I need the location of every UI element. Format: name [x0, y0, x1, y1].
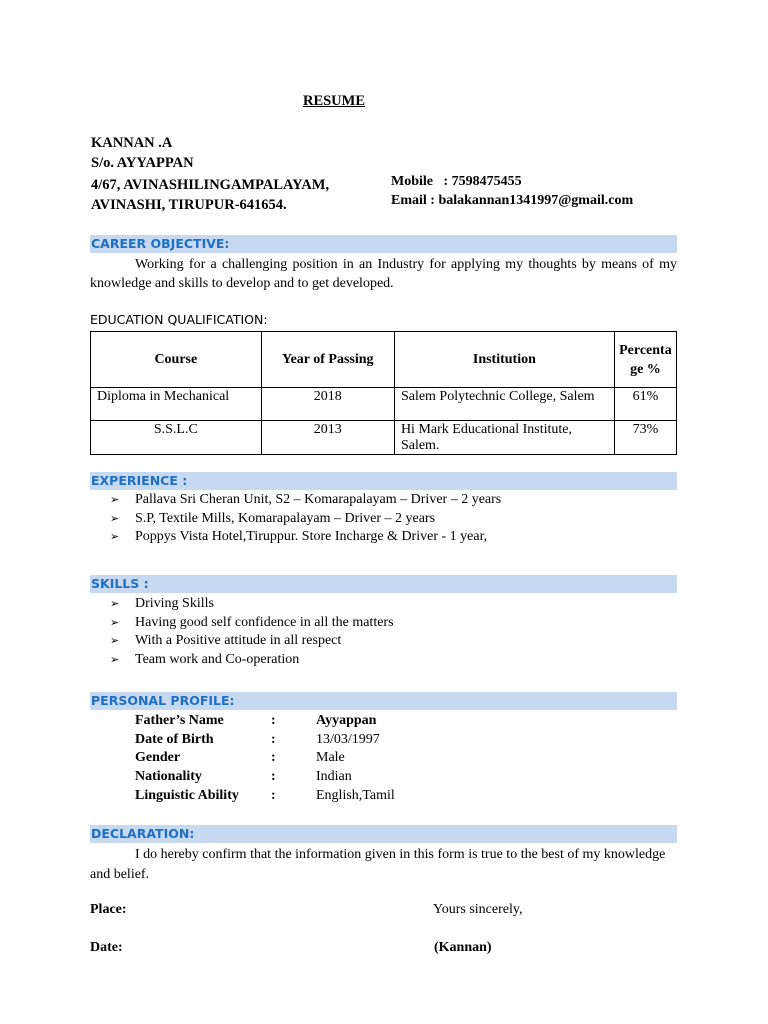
declaration-band [90, 825, 677, 843]
list-item [110, 510, 501, 529]
profile-value: 13/03/1997 [316, 732, 380, 747]
skills-heading: SKILLS : [91, 576, 149, 591]
list-item [110, 632, 394, 651]
skill-item-text: With a Positive attitude in all respect [135, 633, 342, 648]
closing-text: Yours sincerely, [433, 902, 523, 917]
career-objective-heading: CAREER OBJECTIVE: [91, 236, 230, 251]
personal-profile-band [90, 692, 677, 710]
skills-list [110, 595, 394, 669]
education-table [90, 331, 677, 455]
table-header-row [91, 332, 677, 388]
declaration-text [90, 845, 677, 884]
arrow-bullet-icon: ➢ [110, 511, 120, 525]
col-percentage: Percentage % [614, 332, 676, 388]
profile-colon: : [271, 788, 276, 803]
profile-label: Gender [135, 750, 181, 765]
list-item [110, 614, 394, 633]
profile-value: Ayyappan [316, 713, 377, 728]
career-objective-body: Working for a challenging position in an Industry for applying my thoughts by means of my knowledge and skills to develop and to get developed. [90, 257, 677, 291]
experience-heading: EXPERIENCE : [91, 473, 188, 488]
declaration-heading: DECLARATION: [91, 826, 195, 841]
cell-year: 2018 [261, 388, 394, 421]
signature-name: (Kannan) [434, 940, 492, 955]
profile-colon: : [271, 713, 276, 728]
father-line: S/o. AYYAPPAN [91, 155, 194, 171]
arrow-bullet-icon: ➢ [110, 597, 120, 610]
table-row [91, 421, 677, 455]
arrow-bullet-icon: ➢ [110, 530, 120, 543]
table-row [91, 388, 677, 421]
email-address: Email : balakannan1341997@gmail.com [391, 193, 634, 208]
cell-course: Diploma in Mechanical [91, 388, 262, 421]
arrow-bullet-icon: ➢ [110, 652, 120, 666]
resume-title: RESUME [302, 93, 366, 109]
list-item [110, 528, 501, 547]
profile-value: Indian [316, 769, 352, 784]
col-year: Year of Passing [261, 332, 394, 388]
cell-percentage: 73% [614, 421, 676, 455]
address-line-1: 4/67, AVINASHILINGAMPALAYAM, [91, 177, 330, 193]
experience-band [90, 472, 677, 490]
mobile-number: Mobile : 7598475455 [391, 174, 522, 189]
cell-course: S.S.L.C [91, 421, 262, 455]
profile-label: Linguistic Ability [135, 788, 239, 803]
experience-list [110, 491, 501, 547]
list-item [110, 651, 394, 670]
cell-institution: Salem Polytechnic College, Salem [394, 388, 614, 421]
cell-institution: Hi Mark Educational Institute, Salem. [394, 421, 614, 455]
profile-colon: : [271, 750, 276, 765]
arrow-bullet-icon: ➢ [110, 493, 120, 506]
list-item [110, 491, 501, 510]
personal-profile-heading: PERSONAL PROFILE: [91, 693, 235, 708]
col-institution: Institution [394, 332, 614, 388]
date-label: Date: [90, 940, 123, 955]
profile-label: Nationality [135, 769, 202, 784]
profile-value: English,Tamil [316, 788, 395, 803]
skills-band [90, 575, 677, 593]
candidate-name: KANNAN .A [91, 135, 173, 151]
experience-item-text: S.P, Textile Mills, Komarapalayam – Driver – 2 years [135, 510, 436, 526]
address-line-2: AVINASHI, TIRUPUR-641654. [91, 197, 287, 213]
arrow-bullet-icon: ➢ [110, 615, 120, 629]
place-label: Place: [90, 902, 127, 917]
career-objective-text [90, 255, 677, 293]
skill-item-text: Driving Skills [135, 596, 214, 611]
experience-item-text: Pallava Sri Cheran Unit, S2 – Komarapalayam – Driver – 2 years [135, 492, 502, 507]
col-course: Course [91, 332, 262, 388]
cell-year: 2013 [261, 421, 394, 455]
experience-item-text: Poppys Vista Hotel,Tiruppur. Store Incharge & Driver - 1 year, [135, 529, 488, 544]
profile-colon: : [271, 769, 276, 784]
skill-item-text: Team work and Co-operation [135, 651, 300, 667]
declaration-body: I do hereby confirm that the information given in this form is true to the best of my knowledge and belief. [90, 847, 666, 882]
career-objective-band [90, 235, 677, 253]
profile-value: Male [316, 750, 345, 765]
profile-label: Date of Birth [135, 732, 214, 747]
cell-percentage: 61% [614, 388, 676, 421]
skill-item-text: Having good self confidence in all the matters [135, 614, 394, 630]
profile-label: Father’s Name [135, 713, 224, 728]
profile-colon: : [271, 732, 276, 747]
education-heading: EDUCATION QUALIFICATION: [90, 312, 268, 327]
arrow-bullet-icon: ➢ [110, 634, 120, 647]
list-item [110, 595, 394, 614]
